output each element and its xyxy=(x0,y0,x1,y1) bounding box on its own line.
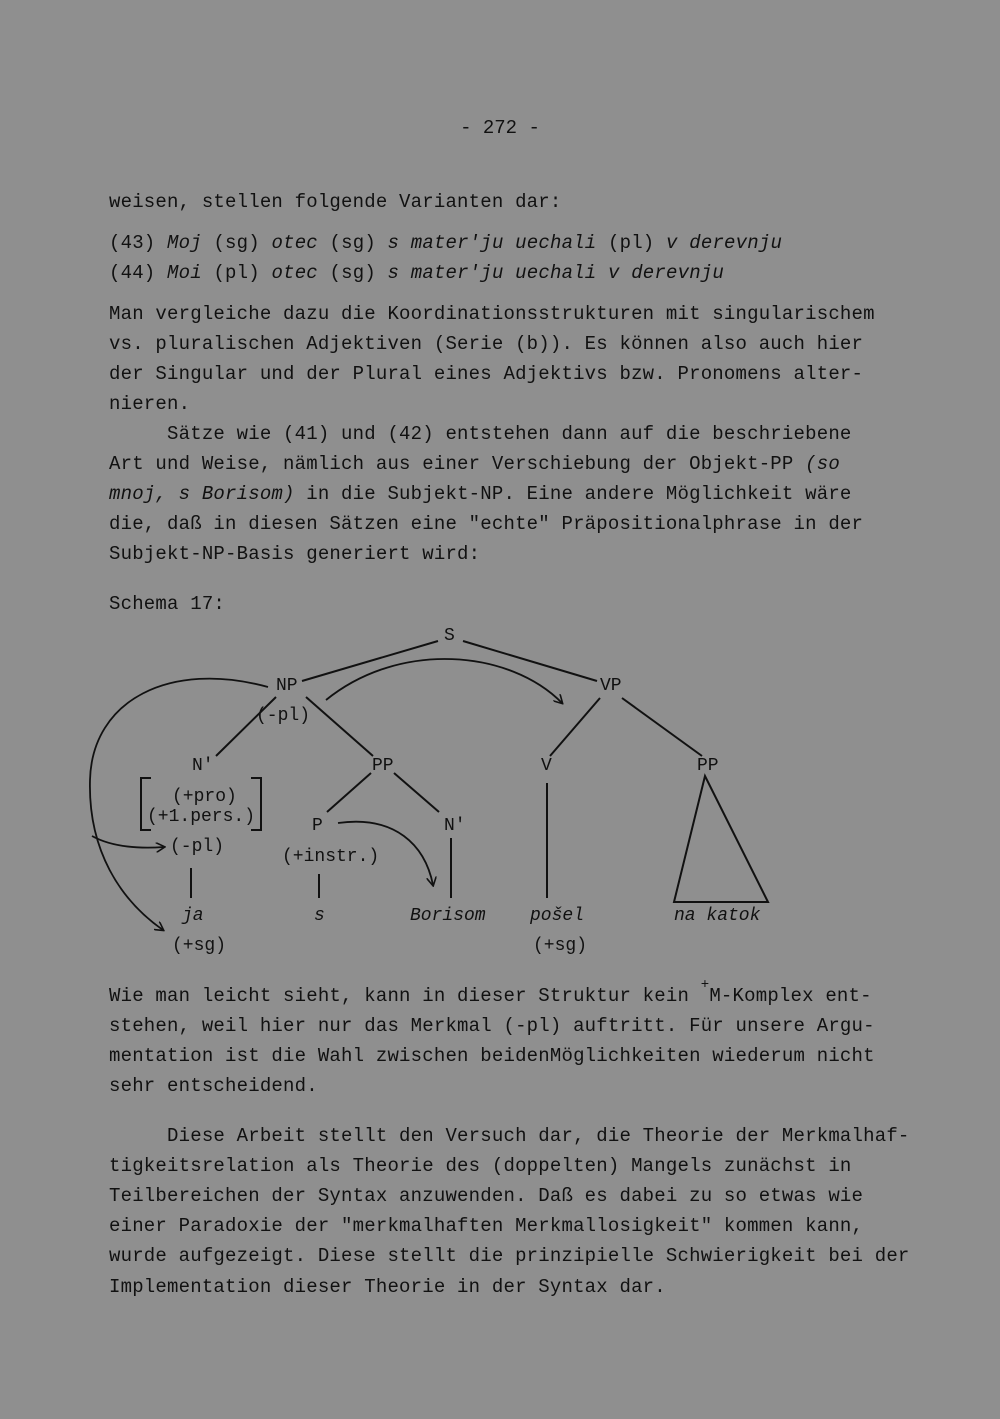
node-np-feature: (-pl) xyxy=(256,706,311,726)
paragraph-2-line: Subjekt-NP-Basis generiert wird: xyxy=(109,543,481,565)
node-nbar-2: N' xyxy=(444,816,466,836)
paragraph-3-line xyxy=(109,977,872,1007)
italic-span: (so xyxy=(805,453,840,475)
word-posel: pošel xyxy=(530,906,585,926)
paragraph-4-line: Teilbereichen der Syntax anzuwenden. Daß es dabei zu so etwas wie xyxy=(109,1185,864,1207)
example-word: s mater'ju uechali xyxy=(387,232,597,254)
edge-np-pp xyxy=(306,697,373,756)
example-word: Moj xyxy=(167,232,202,254)
movement-arrow-np-vp xyxy=(326,659,562,703)
text-span: in die Subjekt-NP. Eine andere Möglichkeit wäre xyxy=(294,483,852,505)
feature-pers: (+1.pers.) xyxy=(147,807,256,827)
node-pp-2: PP xyxy=(697,756,719,776)
paragraph-4-line: Implementation dieser Theorie in der Syntax dar. xyxy=(109,1276,666,1298)
text-span: M-Komplex ent- xyxy=(709,985,872,1007)
example-number: (43) xyxy=(109,232,156,254)
node-v: V xyxy=(541,756,552,776)
example-word: otec xyxy=(271,232,318,254)
node-p: P xyxy=(312,816,323,836)
word-ja: ja xyxy=(182,906,204,926)
page-number: - 272 - xyxy=(460,117,540,139)
text-span: Wie man leicht sieht, kann in dieser Struktur kein xyxy=(109,985,701,1007)
example-word: otec xyxy=(271,262,318,284)
paragraph-4-line: tigkeitsrelation als Theorie des (doppelten) Mangels zunächst in xyxy=(109,1155,852,1177)
node-s: S xyxy=(444,626,455,646)
example-feature: (pl) xyxy=(213,262,260,284)
edge-vp-pp xyxy=(622,698,702,756)
feature-pro: (+pro) xyxy=(172,787,237,807)
word-na-katok: na katok xyxy=(674,906,761,926)
paragraph-1-line: nieren. xyxy=(109,393,191,415)
edge-pp-nbar xyxy=(394,773,439,812)
paragraph-1-line: Man vergleiche dazu die Koordinationsstrukturen mit singularischem xyxy=(109,303,875,325)
example-number: (44) xyxy=(109,262,156,284)
example-feature: (sg) xyxy=(329,262,376,284)
paragraph-1-line: der Singular und der Plural eines Adjektivs bzw. Pronomens alter- xyxy=(109,363,864,385)
node-p-feature: (+instr.) xyxy=(282,847,380,867)
paragraph-3-line: stehen, weil hier nur das Merkmal (-pl) auftritt. Für unsere Argu- xyxy=(109,1015,875,1037)
example-feature: (pl) xyxy=(608,232,655,254)
paragraph-4-line: Diese Arbeit stellt den Versuch dar, die Theorie der Merkmalhaf- xyxy=(109,1125,910,1147)
pp-triangle xyxy=(674,776,768,902)
intro-line: weisen, stellen folgende Varianten dar: xyxy=(109,191,562,213)
example-feature: (sg) xyxy=(329,232,376,254)
node-vp: VP xyxy=(600,676,622,696)
node-nbar-feature: (-pl) xyxy=(170,837,225,857)
italic-span: mnoj, s Borisom) xyxy=(109,483,295,505)
paragraph-4-line: wurde aufgezeigt. Diese stellt die prinzipielle Schwierigkeit bei der xyxy=(109,1245,910,1267)
word-borisom: Borisom xyxy=(410,906,486,926)
paragraph-2-line: Sätze wie (41) und (42) entstehen dann auf die beschriebene xyxy=(109,423,852,445)
edge-pp-p xyxy=(327,773,371,812)
word-s: s xyxy=(314,906,325,926)
node-pp: PP xyxy=(372,756,394,776)
movement-arrow-np-feature xyxy=(92,836,164,848)
node-np: NP xyxy=(276,676,298,696)
paragraph-3-line: sehr entscheidend. xyxy=(109,1075,318,1097)
text-span: Art und Weise, nämlich aus einer Verschiebung der Objekt-PP xyxy=(109,453,794,475)
edge-vp-v xyxy=(550,698,600,756)
superscript-plus: + xyxy=(700,977,710,993)
example-word: v derevnju xyxy=(608,262,725,284)
word-ja-feature: (+sg) xyxy=(172,936,227,956)
paragraph-2-line: die, daß in diesen Sätzen eine "echte" Präpositionalphrase in der xyxy=(109,513,864,535)
paragraph-1-line: vs. pluralischen Adjektiven (Serie (b)). Es können also auch hier xyxy=(109,333,864,355)
example-word: v derevnju xyxy=(666,232,783,254)
example-word: s mater'ju uechali xyxy=(387,262,597,284)
paragraph-3-line: mentation ist die Wahl zwischen beidenMöglichkeiten wiederum nicht xyxy=(109,1045,875,1067)
example-word: Moi xyxy=(167,262,202,284)
word-posel-feature: (+sg) xyxy=(533,936,588,956)
edge-s-vp xyxy=(463,641,597,681)
paragraph-4-line: einer Paradoxie der "merkmalhaften Merkmallosigkeit" kommen kann, xyxy=(109,1215,864,1237)
example-feature: (sg) xyxy=(213,232,260,254)
node-nbar: N' xyxy=(192,756,214,776)
schema-label: Schema 17: xyxy=(109,593,226,615)
